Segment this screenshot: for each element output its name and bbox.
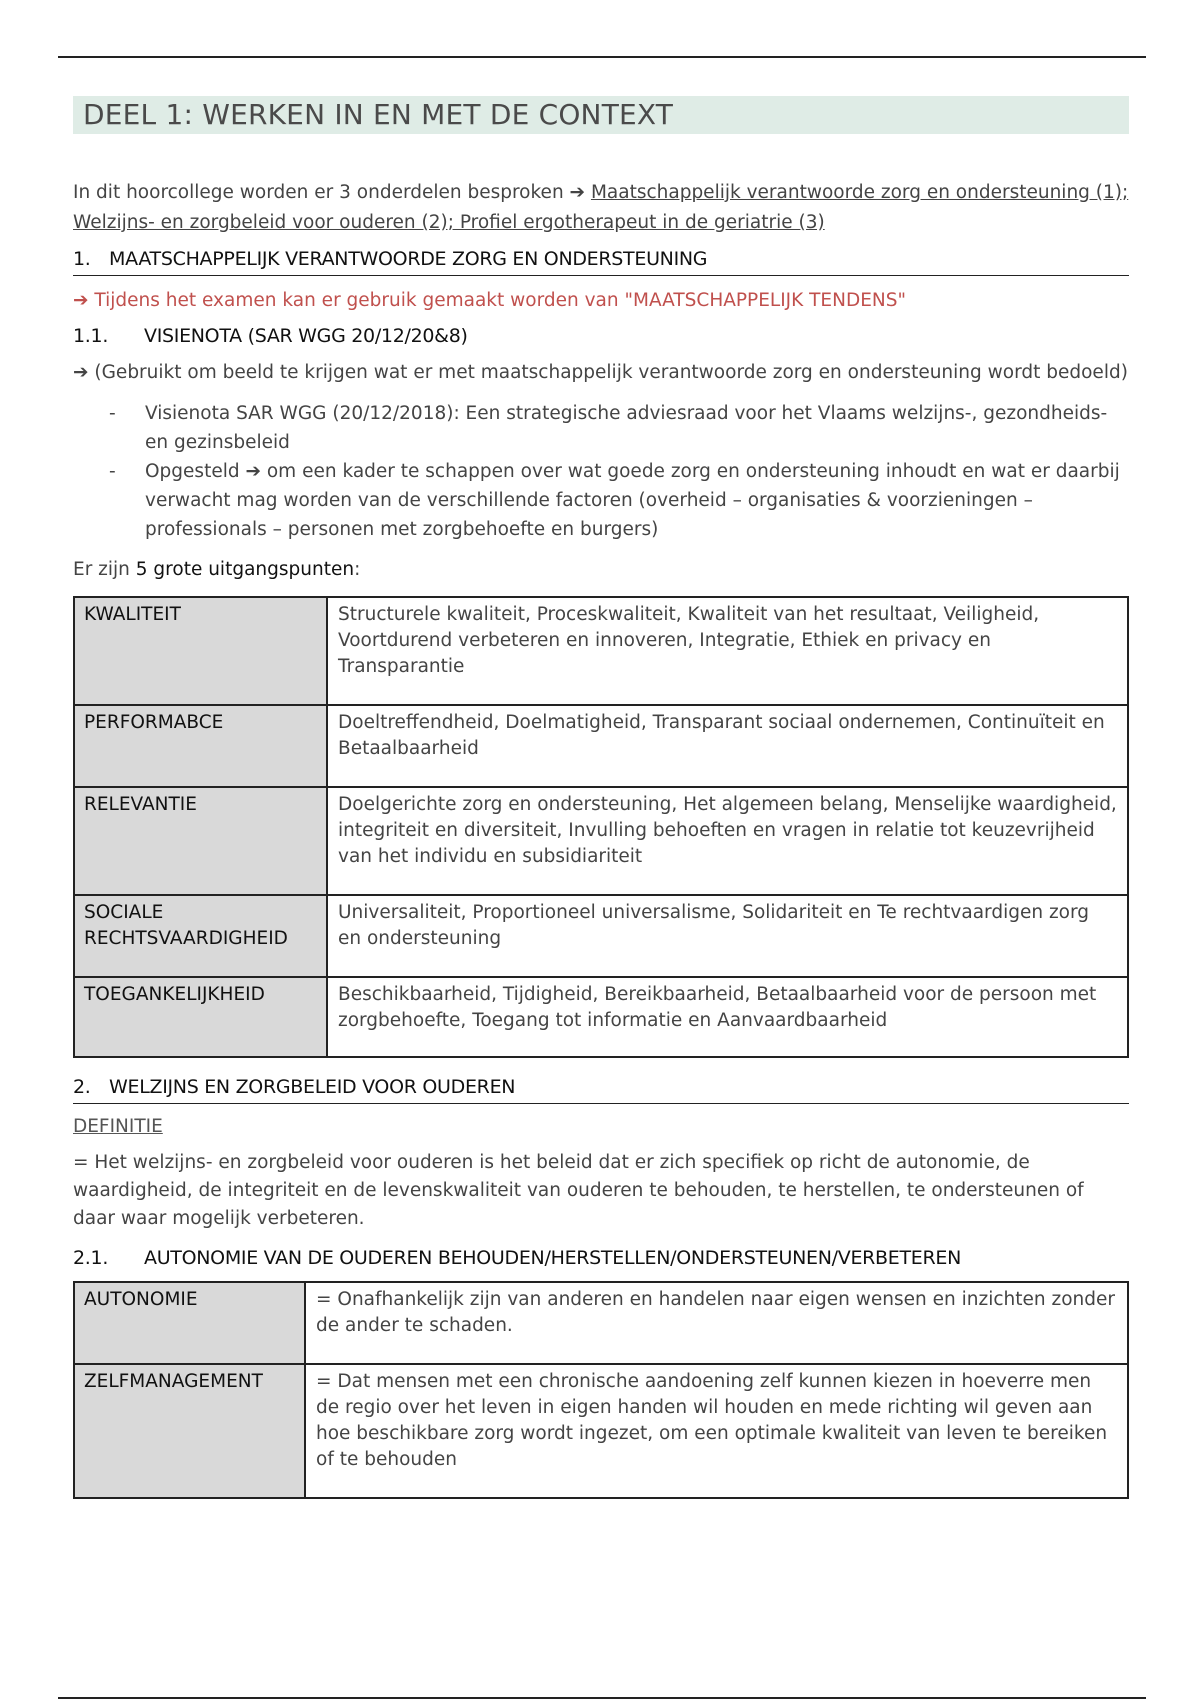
- bottom-rule: [58, 1697, 1146, 1699]
- definition-text: = Het welzijns- en zorgbeleid voor ouderen is het beleid dat er zich specifiek op richt de autonomie, de waardigheid, de integriteit en de levenskwaliteit van ouderen te behouden, te herstellen, te ondersteunen of daar waar mogelijk verbeteren.: [73, 1152, 1084, 1229]
- bullet-item: - Opgesteld ➔ om een kader te schappen over wat goede zorg en ondersteuning inhoudt en wat er daarbij verwacht mag worden van de verschillende factoren (overheid – organisaties & voorzieningen – professionals – personen met zorgbehoefte en burgers): [73, 457, 1129, 544]
- table-key: SOCIALE RECHTSVAARDIGHEID: [74, 895, 327, 977]
- exam-note: ➔ Tijdens het examen kan er gebruik gemaakt worden van "MAATSCHAPPELIJK TENDENS": [73, 290, 906, 311]
- section-2-heading: [73, 1076, 1129, 1104]
- lead-prefix: Er zijn: [73, 559, 136, 580]
- table-value: Structurele kwaliteit, Proceskwaliteit, Kwaliteit van het resultaat, Veiligheid, Voortdurend verbeteren en innoveren, Integratie, Ethiek en privacy en Transparantie: [327, 597, 1128, 705]
- lead-suffix: :: [354, 559, 361, 580]
- autonomy-table: [73, 1281, 1129, 1499]
- table-value: Beschikbaarheid, Tijdigheid, Bereikbaarheid, Betaalbaarheid voor de persoon met zorgbehoefte, Toegang tot informatie en Aanvaardbaarheid: [327, 977, 1128, 1057]
- section-1-title: MAATSCHAPPELIJK VERANTWOORDE ZORG EN ONDERSTEUNING: [109, 248, 708, 270]
- intro-overview: Maatschappelijk verantwoorde zorg en ondersteuning (1); Welzijns- en zorgbeleid voor ouderen (2); Profiel ergotherapeut in de geriatrie (3): [73, 182, 1129, 233]
- table-row: [74, 895, 1128, 977]
- section-1-number: 1.: [73, 248, 91, 270]
- section-2-1-title: AUTONOMIE VAN DE OUDEREN BEHOUDEN/HERSTELLEN/ONDERSTEUNEN/VERBETEREN: [144, 1247, 962, 1269]
- section-2-title: WELZIJNS EN ZORGBELEID VOOR OUDEREN: [109, 1076, 516, 1098]
- section-2-1-number: 2.1.: [73, 1247, 109, 1269]
- intro-paragraph: [73, 178, 1129, 238]
- section-1-1-title: VISIENOTA (SAR WGG 20/12/20&8): [144, 325, 468, 347]
- top-rule: [58, 56, 1146, 58]
- table-row: [74, 705, 1128, 787]
- visienota-intro: ➔ (Gebruikt om beeld te krijgen wat er met maatschappelijk verantwoorde zorg en ondersteuning wordt bedoeld): [73, 362, 1128, 383]
- table-value: Doelgerichte zorg en ondersteuning, Het algemeen belang, Menselijke waardigheid, integriteit en diversiteit, Invulling behoeften en vragen in relatie tot keuzevrijheid van het individu en subsidiariteit: [327, 787, 1128, 895]
- table-row: [74, 1282, 1128, 1364]
- table-key: TOEGANKELIJKHEID: [74, 977, 327, 1057]
- table-key: AUTONOMIE: [74, 1282, 305, 1364]
- table-key: RELEVANTIE: [74, 787, 327, 895]
- intro-text: In dit hoorcollege worden er 3 onderdelen besproken ➔: [73, 182, 591, 203]
- section-1-heading: [73, 248, 1129, 276]
- definition-label: DEFINITIE: [73, 1116, 163, 1137]
- table-row: [74, 1364, 1128, 1498]
- lead-sentence: [73, 556, 1129, 584]
- section-1-1-heading: [73, 325, 1129, 347]
- table-value: Universaliteit, Proportioneel universalisme, Solidariteit en Te rechtvaardigen zorg en ondersteuning: [327, 895, 1128, 977]
- principles-table: [73, 596, 1129, 1058]
- page-content: [73, 96, 1129, 1499]
- table-value: = Onafhankelijk zijn van anderen en handelen naar eigen wensen en inzichten zonder de ander te schaden.: [305, 1282, 1128, 1364]
- section-2-1-heading: [73, 1247, 1129, 1269]
- page-title: DEEL 1: WERKEN IN EN MET DE CONTEXT: [73, 96, 1129, 134]
- table-value: = Dat mensen met een chronische aandoening zelf kunnen kiezen in hoeverre men de regio over het leven in eigen handen wil houden en mede richting wil geven aan hoe beschikbare zorg wordt ingezet, om een optimale kwaliteit van leven te bereiken of te behouden: [305, 1364, 1128, 1498]
- section-2-number: 2.: [73, 1076, 91, 1098]
- table-key: PERFORMABCE: [74, 705, 327, 787]
- bullet-item: - Visienota SAR WGG (20/12/2018): Een strategische adviesraad voor het Vlaams welzijns-, gezondheids- en gezinsbeleid: [73, 399, 1129, 457]
- visienota-bullets: [73, 399, 1129, 544]
- table-key: KWALITEIT: [74, 597, 327, 705]
- table-value: Doeltreffendheid, Doelmatigheid, Transparant sociaal ondernemen, Continuïteit en Betaalbaarheid: [327, 705, 1128, 787]
- section-1-1-number: 1.1.: [73, 325, 109, 347]
- table-row: [74, 977, 1128, 1057]
- table-key: ZELFMANAGEMENT: [74, 1364, 305, 1498]
- table-row: [74, 787, 1128, 895]
- table-row: [74, 597, 1128, 705]
- lead-bold: 5 grote uitgangspunten: [135, 559, 355, 580]
